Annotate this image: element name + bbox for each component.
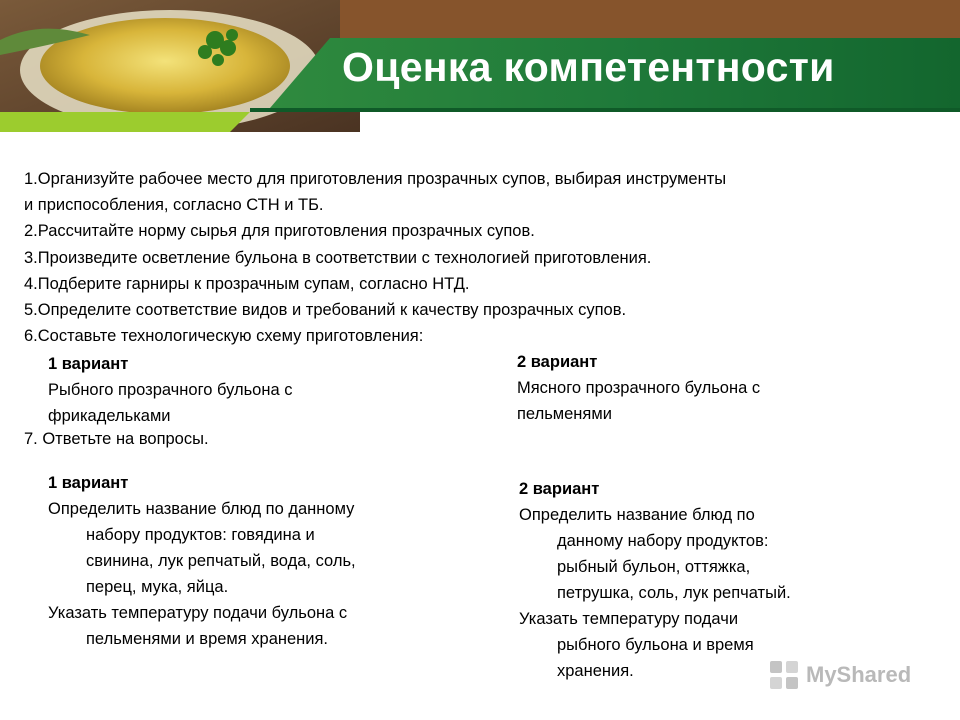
question-line: данному набору продуктов:	[557, 532, 769, 550]
task-line: 5.Определите соответствие видов и требований к качеству прозрачных супов.	[24, 301, 627, 320]
question-line: набору продуктов: говядина и	[86, 526, 315, 544]
question-7: 7. Ответьте на вопросы.	[24, 430, 209, 448]
variant-heading: 1 вариант	[48, 474, 129, 492]
question-line: рыбный бульон, оттяжка,	[557, 558, 751, 576]
variant-heading: 1 вариант	[48, 355, 129, 373]
task-line: 4.Подберите гарниры к прозрачным супам, согласно НТД.	[24, 274, 470, 293]
header-banner	[0, 0, 960, 132]
question-line: Указать температуру подачи	[519, 610, 739, 628]
variant-heading: 2 вариант	[519, 480, 600, 498]
question-line: перец, мука, яйца.	[86, 578, 229, 596]
watermark-text: MyShared	[806, 662, 912, 687]
questions-variant-1	[48, 470, 356, 652]
task-line: 6.Составьте технологическую схему приготовления:	[24, 327, 424, 346]
variant-line: пельменями	[517, 405, 612, 423]
scheme-variant-2	[517, 349, 760, 427]
variant-heading: 2 вариант	[517, 353, 598, 371]
question-line: рыбного бульона и время	[557, 636, 754, 654]
variant-line: Рыбного прозрачного бульона с	[48, 381, 293, 399]
question-line: хранения.	[557, 662, 634, 680]
task-line: 3.Произведите осветление бульона в соответствии с технологией приготовления.	[24, 248, 652, 267]
question-line: петрушка, соль, лук репчатый.	[557, 584, 791, 602]
variant-line: фрикадельками	[48, 407, 171, 425]
question-line: Определить название блюд по данному	[48, 500, 355, 518]
watermark-logo	[768, 658, 911, 692]
question-line: Указать температуру подачи бульона с	[48, 604, 348, 622]
task-list	[24, 166, 944, 349]
questions-variant-2	[519, 476, 791, 684]
task-line: и приспособления, согласно СТН и ТБ.	[24, 196, 324, 215]
question-line: Определить название блюд по	[519, 506, 755, 524]
task-line: 1.Организуйте рабочее место для приготовления прозрачных супов, выбирая инструменты	[24, 170, 727, 188]
myshared-logo-icon	[768, 659, 800, 691]
task-line: 2.Рассчитайте норму сырья для приготовления прозрачных супов.	[24, 222, 535, 241]
lime-bar	[0, 112, 250, 132]
question-line: свинина, лук репчатый, вода, соль,	[86, 552, 356, 570]
scheme-variant-1	[48, 351, 292, 429]
question-line: пельменями и время хранения.	[86, 630, 329, 648]
page-title: Оценка компетентности	[342, 44, 835, 90]
variant-line: Мясного прозрачного бульона с	[517, 379, 761, 397]
